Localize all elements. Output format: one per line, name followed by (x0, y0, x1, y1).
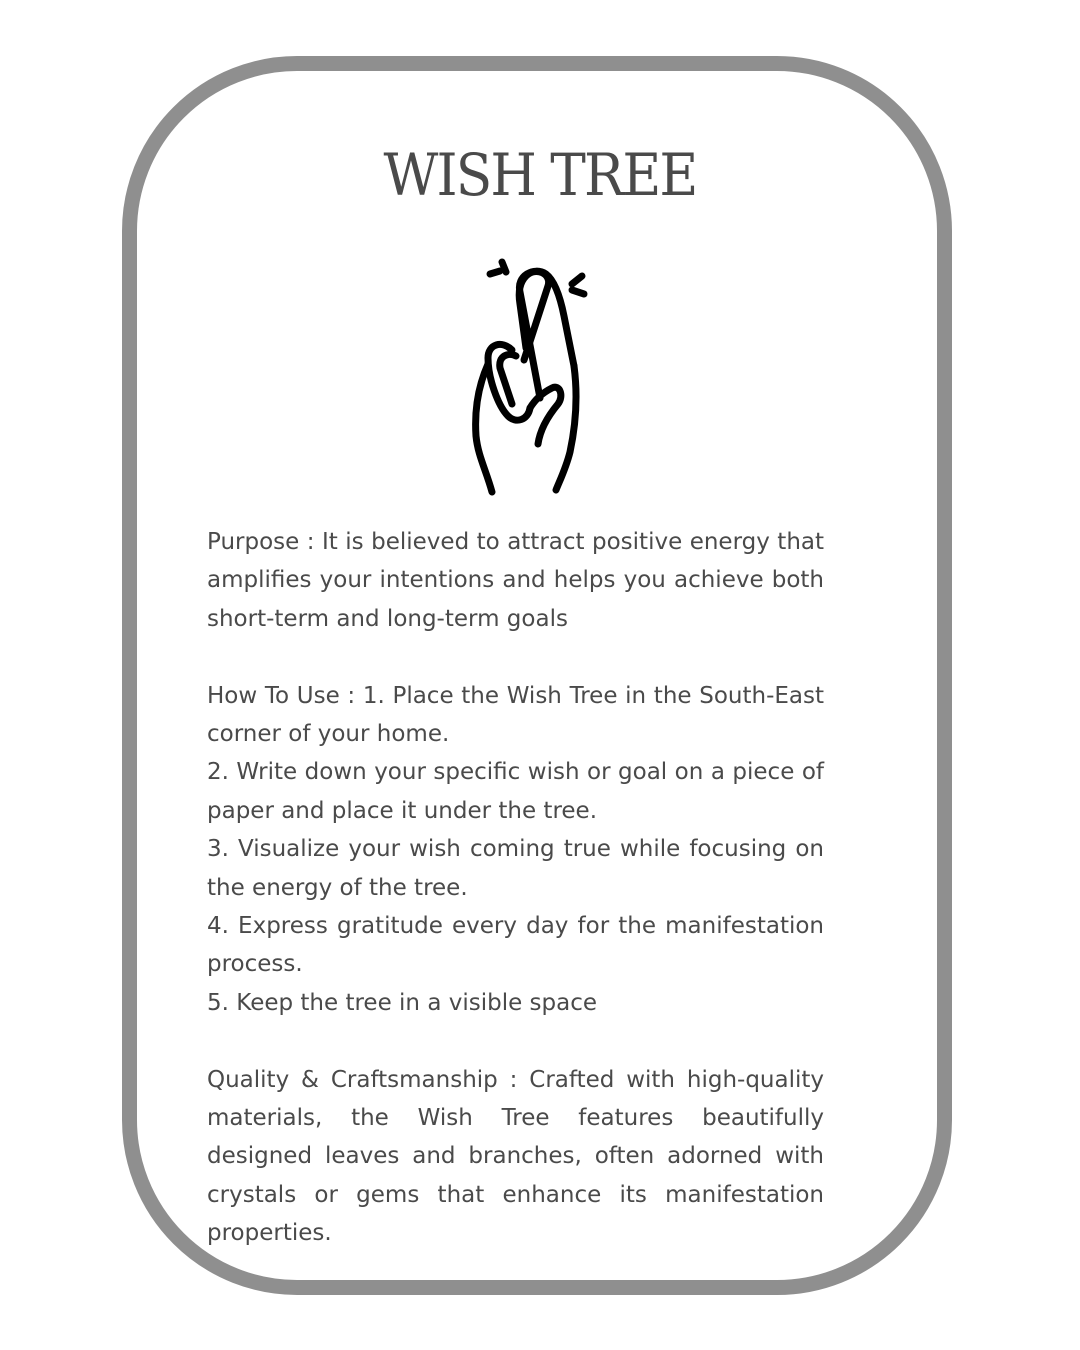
step-3: 3. Visualize your wish coming true while focusing on the energy of the tree. (207, 836, 824, 901)
how-to-use-section (207, 677, 824, 754)
quality-section (207, 1061, 824, 1253)
how-to-use-label: How To Use : (207, 682, 356, 709)
step-5: 5. Keep the tree in a visible space (207, 989, 598, 1016)
quality-label: Quality & Craftsmanship : (207, 1066, 518, 1093)
purpose-section (207, 523, 824, 638)
page-title: WISH TREE (383, 141, 697, 209)
quality-text: Crafted with high-quality materials, the Wish Tree features beautifully designed leaves and branches, often adorned with crystals or gems that enhance its manifestation properties. (207, 1066, 825, 1247)
purpose-text: It is believed to attract positive energy that amplifies your intentions and helps you achieve both short-term and long-term goals (207, 529, 825, 632)
step-4: 4. Express gratitude every day for the manifestation process. (207, 913, 824, 978)
step-2: 2. Write down your specific wish or goal on a piece of paper and place it under the tree. (207, 759, 824, 824)
description-body (207, 523, 824, 1253)
crossed-fingers-icon (464, 256, 594, 496)
purpose-label: Purpose : (207, 529, 315, 555)
step-1: 1. Place the Wish Tree in the South-East corner of your home. (207, 682, 825, 748)
